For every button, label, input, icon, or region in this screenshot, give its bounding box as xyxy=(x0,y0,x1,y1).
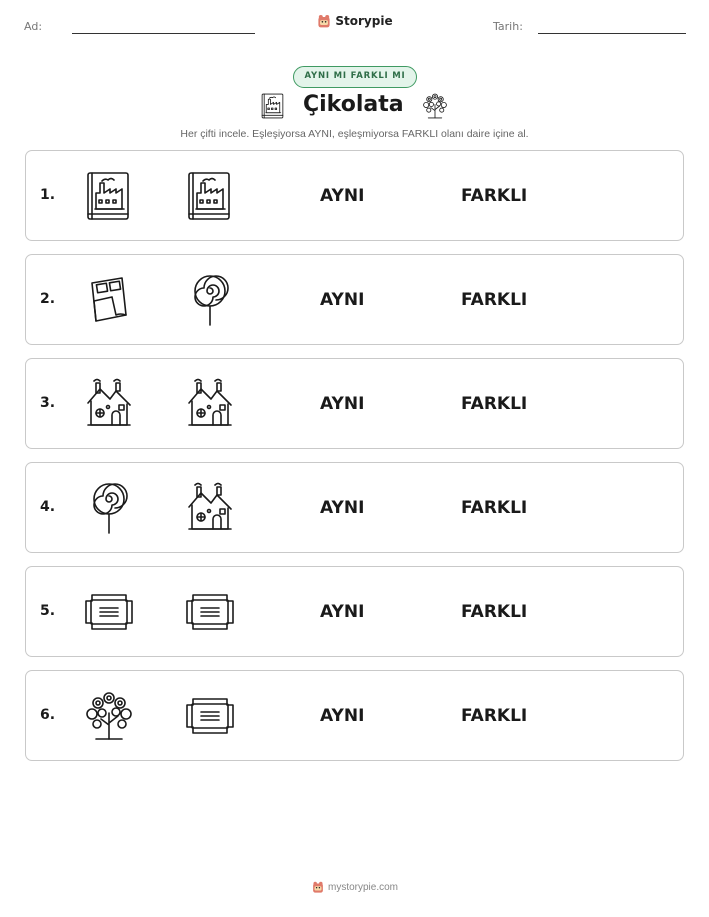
candy-tree-icon xyxy=(82,689,136,743)
option-same[interactable]: AYNI xyxy=(320,706,365,726)
question-card xyxy=(25,462,684,553)
factory-book-icon xyxy=(183,169,237,223)
item-number: 3. xyxy=(40,395,56,411)
golden-ticket-icon xyxy=(183,585,237,639)
option-different[interactable]: FARKLI xyxy=(461,394,528,414)
option-same[interactable]: AYNI xyxy=(320,290,365,310)
question-card xyxy=(25,566,684,657)
option-same[interactable]: AYNI xyxy=(320,602,365,622)
item-number: 5. xyxy=(40,603,56,619)
candy-house-icon xyxy=(82,377,136,431)
option-same[interactable]: AYNI xyxy=(320,394,365,414)
option-different[interactable]: FARKLI xyxy=(461,706,528,726)
item-number: 2. xyxy=(40,291,56,307)
option-same[interactable]: AYNI xyxy=(320,498,365,518)
date-label: Tarih: xyxy=(493,20,523,33)
footer xyxy=(0,880,709,894)
candy-tree-icon xyxy=(421,92,449,120)
golden-ticket-icon xyxy=(183,689,237,743)
question-card xyxy=(25,670,684,761)
factory-book-icon xyxy=(259,92,287,120)
activity-badge: AYNI MI FARKLI MI xyxy=(293,66,417,88)
storypie-logo-icon xyxy=(311,880,325,894)
candy-house-icon xyxy=(183,377,237,431)
candy-house-icon xyxy=(183,481,237,535)
lollipop-icon xyxy=(183,273,237,327)
name-label: Ad: xyxy=(24,20,43,33)
date-line[interactable] xyxy=(538,33,686,34)
lollipop-icon xyxy=(82,481,136,535)
name-line[interactable] xyxy=(72,33,255,34)
option-different[interactable]: FARKLI xyxy=(461,498,528,518)
storypie-logo-icon xyxy=(316,13,332,29)
question-card xyxy=(25,254,684,345)
option-different[interactable]: FARKLI xyxy=(461,290,528,310)
brand xyxy=(0,13,709,29)
question-card xyxy=(25,150,684,241)
title-row xyxy=(0,90,709,124)
option-different[interactable]: FARKLI xyxy=(461,602,528,622)
item-number: 4. xyxy=(40,499,56,515)
factory-book-icon xyxy=(82,169,136,223)
footer-url: mystorypie.com xyxy=(327,882,398,893)
instructions: Her çifti incele. Eşleşiyorsa AYNI, eşleşmiyorsa FARKLI olanı daire içine al. xyxy=(180,128,529,140)
item-number: 6. xyxy=(40,707,56,723)
golden-ticket-icon xyxy=(82,585,136,639)
item-number: 1. xyxy=(40,187,56,203)
option-different[interactable]: FARKLI xyxy=(461,186,528,206)
brand-name: Storypie xyxy=(335,14,393,28)
question-card xyxy=(25,358,684,449)
chocolate-bar-icon xyxy=(82,273,136,327)
option-same[interactable]: AYNI xyxy=(320,186,365,206)
page-title: Çikolata xyxy=(303,92,404,117)
